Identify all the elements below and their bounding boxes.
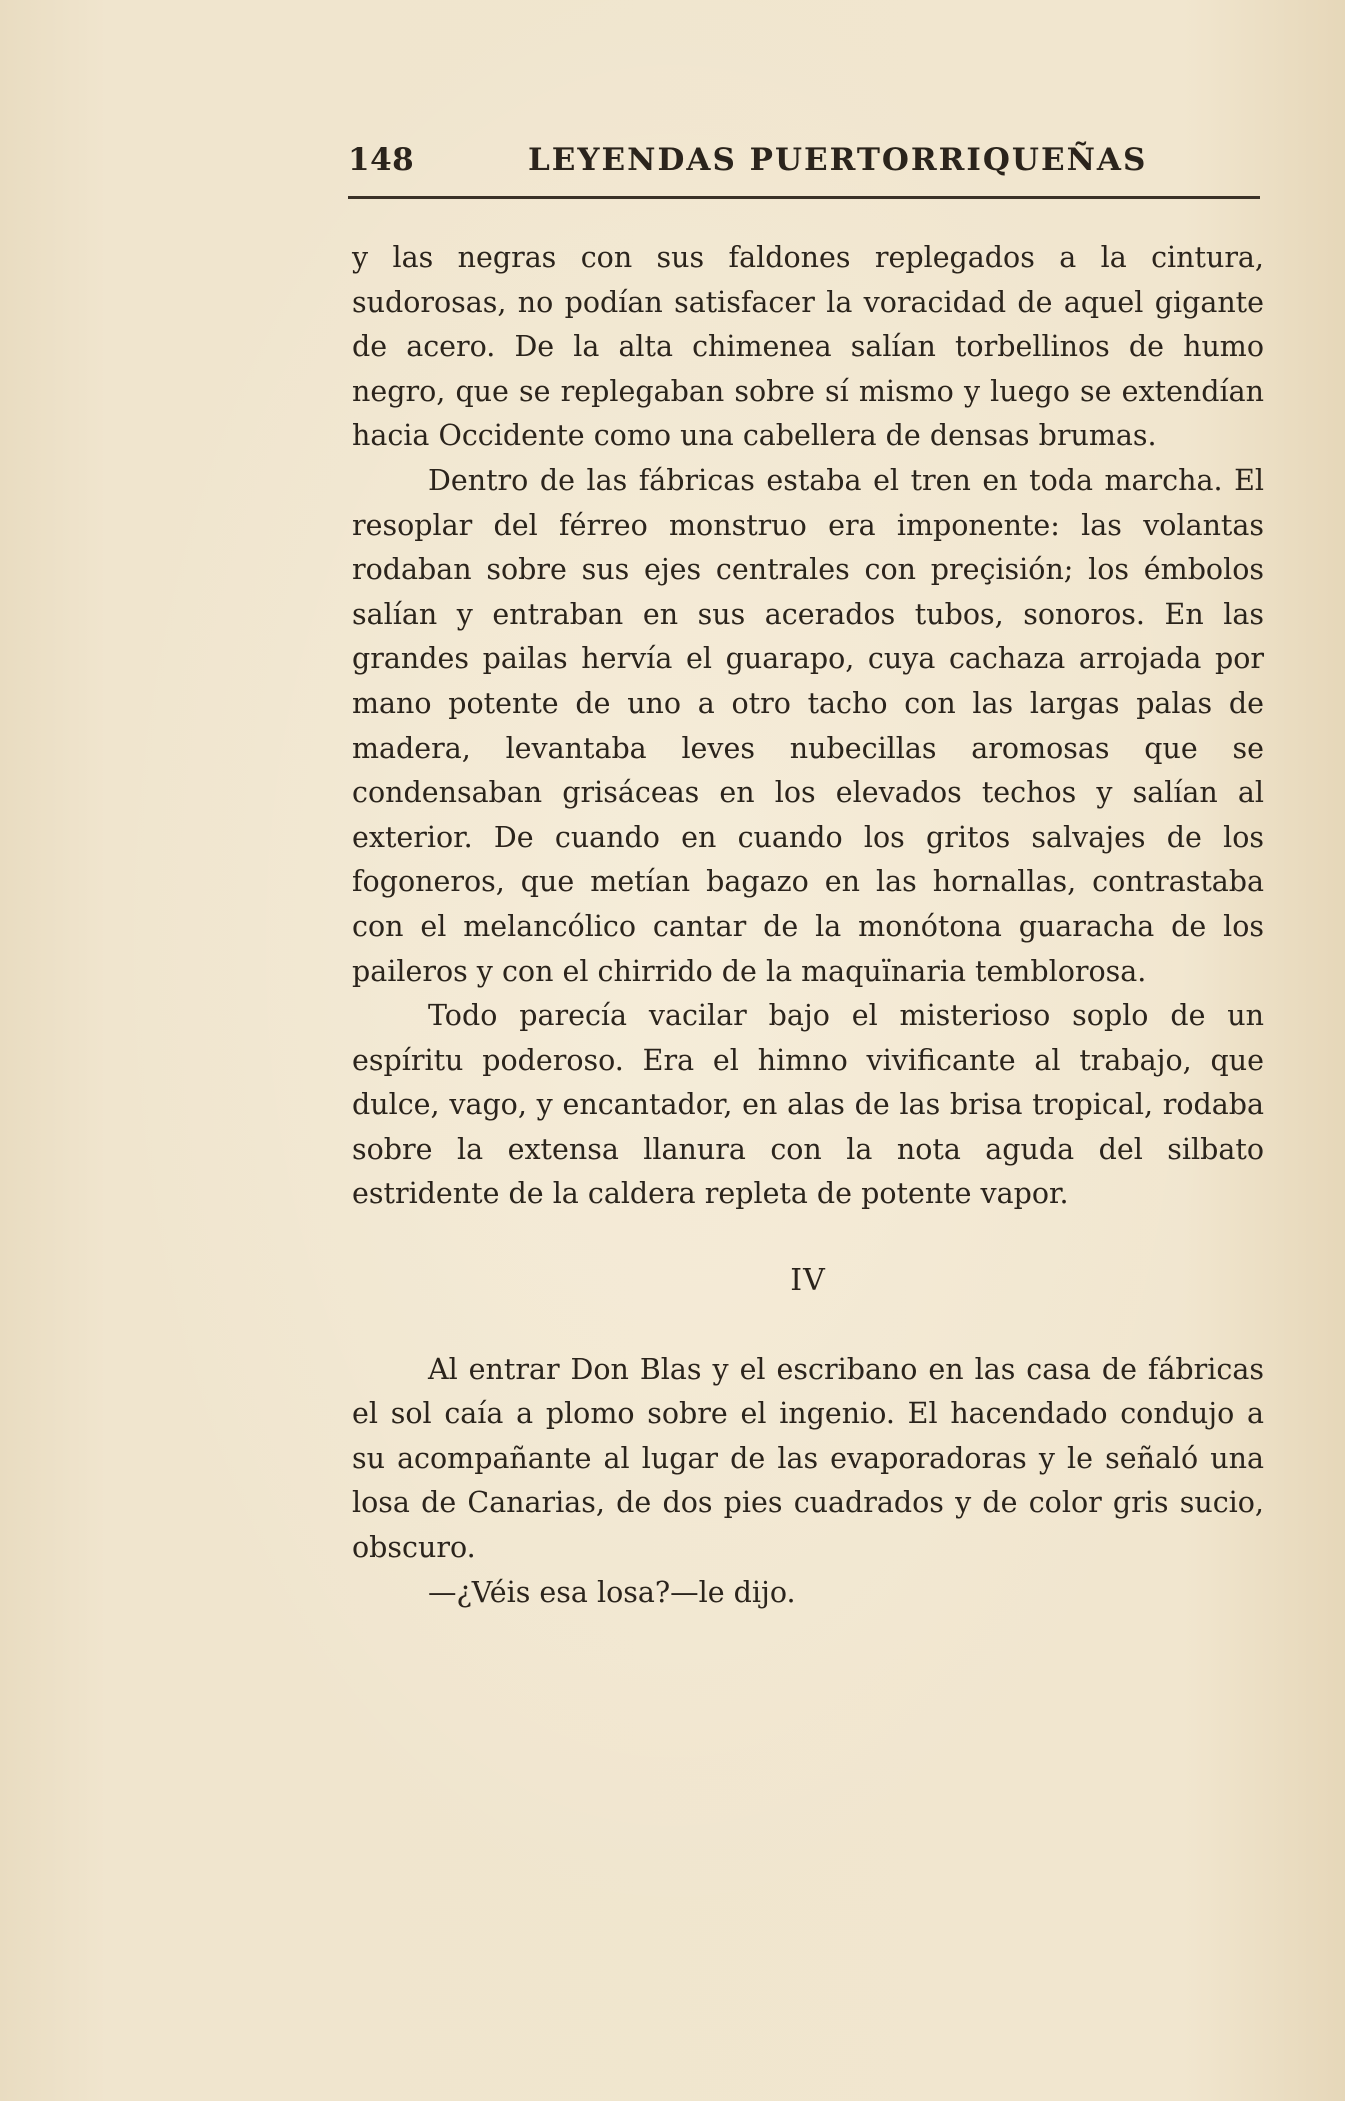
paragraph-1: y las negras con sus faldones replegados a la cintura, sudorosas, no podían satisfacer la voracidad de aquel gigante de acero. De la alta chimenea salían torbellinos de humo negro, que se replegaban sobre sí mismo y luego se extendían hacia Occidente como una cabellera de densas brumas. xyxy=(352,241,1264,453)
section-heading: IV xyxy=(790,1263,826,1299)
body-text xyxy=(352,236,1264,1615)
header-rule xyxy=(348,196,1260,199)
page-number: 148 xyxy=(348,142,415,178)
paragraph-4: Al entrar Don Blas y el escribano en las casa de fábricas el sol caía a plomo sobre el ingenio. El hacendado condujo a su acompañante al lugar de las evaporadoras y le señaló una losa de Canarias, de dos pies cuadrados y de color gris sucio, obscuro. xyxy=(352,1352,1264,1565)
paragraph-2: Dentro de las fábricas estaba el tren en toda marcha. El resoplar del férreo monstruo era imponente: las volantas rodaban sobre sus ejes centrales con preçisión; los émbolos salían y entraban en sus acerados tubos, sonoros. En las grandes pailas hervía el guarapo, cuya cachaza arrojada por mano potente de uno a otro tacho con las largas palas de madera, levantaba leves nubecillas aromosas que se condensaban grisáceas en los elevados techos y salían al exterior. De cuando en cuando los gritos salvajes de los fogoneros, que metían bagazo en las hornallas, contrastaba con el melancólico cantar de la monótona guaracha de los paileros y con el chirrido de la maquïnaria temblorosa. xyxy=(352,463,1264,988)
running-title: LEYENDAS PUERTORRIQUEÑAS xyxy=(528,142,1148,178)
paragraph-5: —¿Véis esa losa?—le dijo. xyxy=(428,1575,796,1609)
page-header xyxy=(348,138,1260,198)
paragraph-3: Todo parecía vacilar bajo el misterioso soplo de un espíritu poderoso. Era el himno vivificante al trabajo, que dulce, vago, y encantador, en alas de las brisa tropical, rodaba sobre la extensa llanura con la nota aguda del silbato estridente de la caldera repleta de potente vapor. xyxy=(352,999,1264,1211)
